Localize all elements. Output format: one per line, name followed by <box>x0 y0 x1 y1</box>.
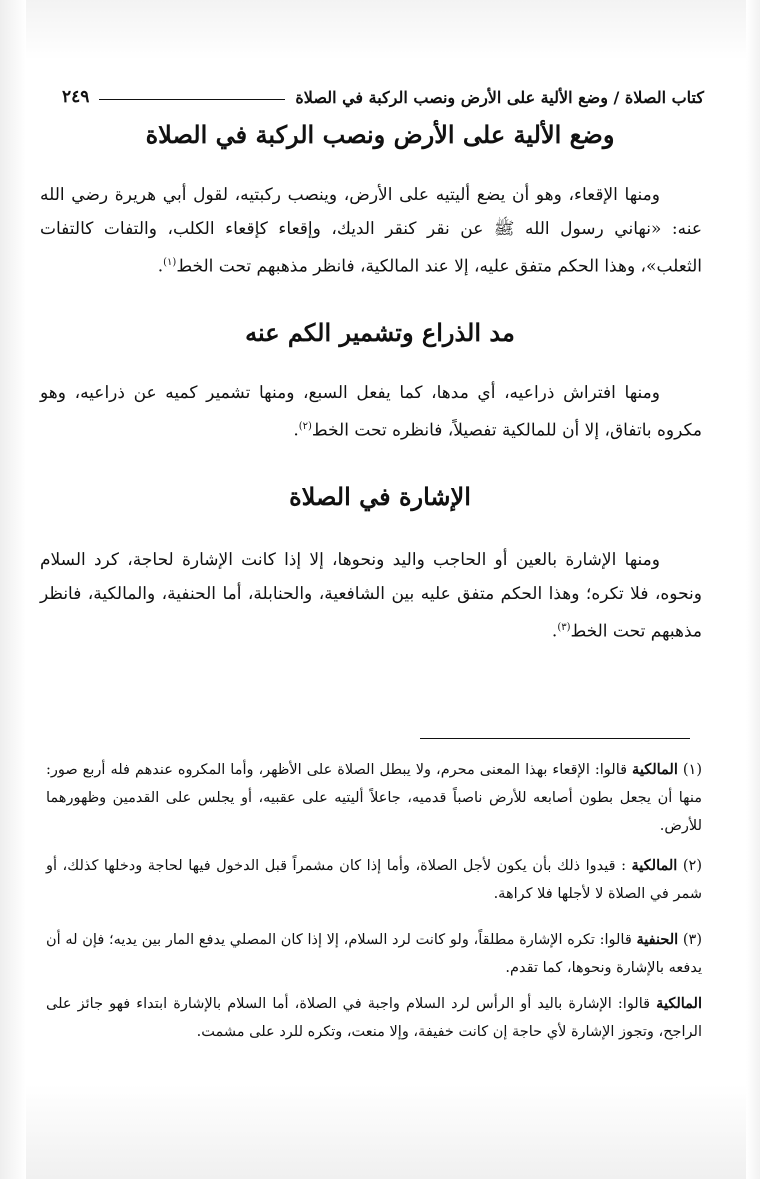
body-text: ومنها الإقعاء، وهو أن يضع أليتيه على الأرض، وينصب ركبتيه، لقول أبي هريرة رضي الله عنه: «نهاني رسول الله ﷺ عن نقر كنقر الديك، وإقعاء كإقعاء الكلب، والتفات كالتفات الثعلب»، وهذا الحكم متفق عليه، إلا عند المالكية، فانظر مذهبهم تحت الخط <box>40 185 702 277</box>
footnote-reference: (١) <box>163 257 177 268</box>
footnote-number: (٣) <box>682 932 702 948</box>
footnote-text: قالوا: الإشارة باليد أو الرأس لرد السلام واجبة في الصلاة، أما السلام بالإشارة ابتداء فهو جائز على الراجح، وتجوز الإشارة لأي حاجة إن كانت خفيفة، وإلا منعت، وتكره للرد على مشمت. <box>46 996 702 1040</box>
footnote-reference: (٢) <box>298 421 312 432</box>
section-heading-sitting-posture: وضع الألية على الأرض ونصب الركبة في الصلاة <box>145 120 615 149</box>
scan-shadow-right <box>746 0 760 1179</box>
section-body-gesture: ومنها الإشارة بالعين أو الحاجب واليد ونحوها، إلا إذا كانت الإشارة لحاجة، كرد السلام ونحوه، فلا تكره؛ وهذا الحكم متفق عليه بين الشافعية، والحنابلة، أما الحنفية، والمالكية، فانظر مذهبهم تحت الخط$^{(٣)}$. <box>40 550 702 642</box>
footnote-text: : قيدوا ذلك بأن يكون لأجل الصلاة، وأما إذا كان مشمراً قبل الدخول فيها لحاجة ودخلها كذلك، أو شمر في الصلاة لا لأجلها فلا كراهة. <box>46 858 702 902</box>
section-body-sitting-posture: ومنها الإقعاء، وهو أن يضع أليتيه على الأرض، وينصب ركبتيه، لقول أبي هريرة رضي الله عنه: «نهاني رسول الله ﷺ عن نقر كنقر الديك، وإقعاء كإقعاء الكلب، والتفات كالتفات الثعلب»، وهذا الحكم متفق عليه، إلا عند المالكية، فانظر مذهبهم تحت الخط$^{(١)}$. <box>40 185 702 277</box>
section-heading-gesture: الإشارة في الصلاة <box>289 482 471 511</box>
footnote-madhhab: المالكية <box>656 995 702 1012</box>
scan-shadow-top <box>0 0 760 60</box>
footnote-number: (١) <box>682 762 703 778</box>
section-body-forearm: ومنها افتراش ذراعيه، أي مدها، كما يفعل السبع، ومنها تشمير كميه عن ذراعيه، وهو مكروه باتفاق، إلا أن للمالكية تفصيلاً، فانظره تحت الخط$^{(٢)}$. <box>40 383 702 441</box>
header-rule <box>99 99 285 100</box>
footnote-separator <box>420 738 690 739</box>
footnote-number: (٢) <box>682 858 703 874</box>
scan-shadow-left <box>0 0 26 1179</box>
section-heading-forearm: مد الذراع وتشمير الكم عنه <box>245 318 515 347</box>
running-header-title: كتاب الصلاة / وضع الألية على الأرض ونصب الركبة في الصلاة <box>295 87 704 107</box>
footnote-3-continued <box>46 990 702 1046</box>
footnote-madhhab: المالكية <box>632 761 678 778</box>
footnote-reference: (٣) <box>557 622 571 633</box>
footnote-3 <box>46 926 702 982</box>
footnote-madhhab: الحنفية <box>636 931 679 948</box>
page-number: ٢٤٩ <box>62 87 90 107</box>
body-text: ومنها افتراش ذراعيه، أي مدها، كما يفعل السبع، ومنها تشمير كميه عن ذراعيه، وهو مكروه باتفاق، إلا أن للمالكية تفصيلاً، فانظره تحت الخط <box>40 383 702 441</box>
footnote-text: قالوا: الإقعاء بهذا المعنى محرم، ولا يبطل الصلاة على الأظهر، وأما المكروه عندهم فله أربع صور: منها أن يجعل بطون أصابعه للأرض ناصباً قدميه، جاعلاً أليتيه على عقبيه، أو يجلس على القدمين وظهورهما للأرض. <box>46 762 702 834</box>
footnote-text: قالوا: تكره الإشارة مطلقاً، ولو كانت لرد السلام، إلا إذا كان المصلي يدفع المار بين يديه؛ فإن له أن يدفعه بالإشارة ونحوها، كما تقدم. <box>46 932 702 976</box>
footnote-2 <box>46 852 702 908</box>
scan-shadow-bottom <box>0 1084 760 1179</box>
footnote-madhhab: المالكية <box>631 857 678 874</box>
footnote-1 <box>46 756 702 840</box>
body-text: ومنها الإشارة بالعين أو الحاجب واليد ونحوها، إلا إذا كانت الإشارة لحاجة، كرد السلام ونحوه، فلا تكره؛ وهذا الحكم متفق عليه بين الشافعية، والحنابلة، أما الحنفية، والمالكية، فانظر مذهبهم تحت الخط <box>40 550 702 642</box>
running-header <box>62 82 704 112</box>
